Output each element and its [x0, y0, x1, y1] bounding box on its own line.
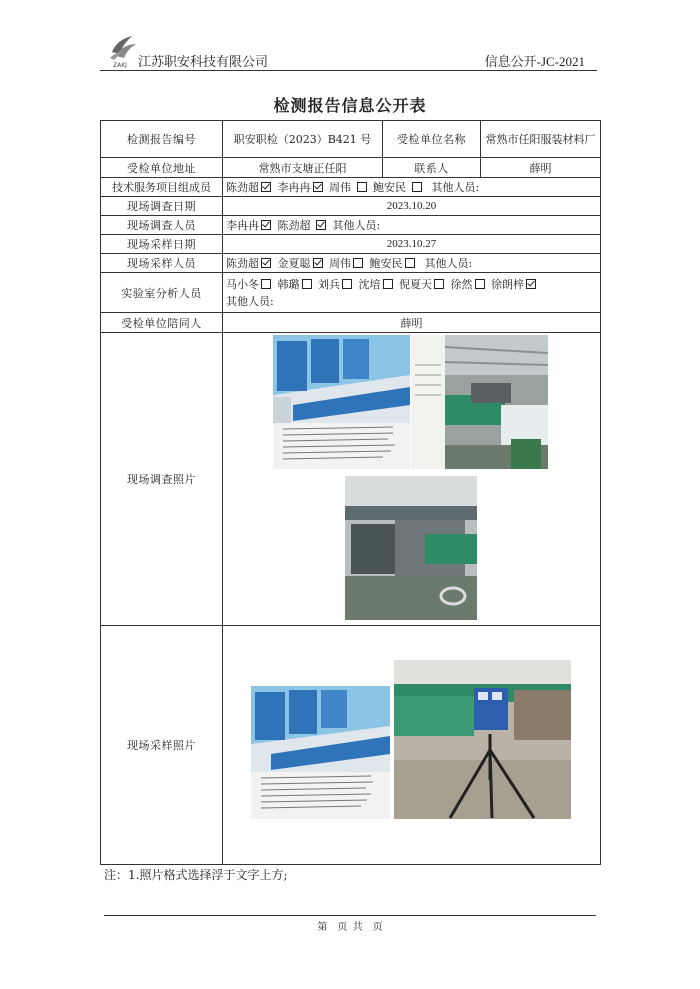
- lab-option[interactable]: 马小冬: [226, 278, 274, 291]
- checkbox-icon: [357, 182, 367, 192]
- sampling-staff-option[interactable]: 金夏聪: [278, 257, 326, 270]
- logo-text: ZAKJ: [113, 62, 127, 68]
- contact-label: 联系人: [383, 158, 481, 178]
- lab-option[interactable]: 刘兵: [318, 278, 355, 291]
- sampling-staff-options: [223, 254, 601, 273]
- row-team: [101, 178, 601, 197]
- escort-label: 受检单位陪同人: [101, 313, 223, 333]
- checkbox-checked-icon: [313, 182, 323, 192]
- lab-option[interactable]: 倪夏天: [399, 278, 447, 291]
- checkbox-icon: [405, 258, 415, 268]
- checkbox-icon: [302, 279, 312, 289]
- team-label: 技术服务项目组成员: [101, 178, 223, 197]
- survey-photo-label: 现场调查照片: [101, 333, 223, 626]
- survey-staff-other: 其他人员:: [332, 219, 381, 232]
- team-option[interactable]: 陈劲超: [226, 181, 274, 194]
- lab-option[interactable]: 徐朗梓: [491, 278, 539, 291]
- checkbox-checked-icon: [313, 258, 323, 268]
- checkbox-icon: [475, 279, 485, 289]
- lab-option[interactable]: 韩璐: [278, 278, 315, 291]
- page-title: 检测报告信息公开表: [273, 96, 427, 115]
- lab-option[interactable]: 徐然: [451, 278, 488, 291]
- report-no-label: 检测报告编号: [101, 121, 223, 158]
- contact-value: 薛明: [481, 158, 601, 178]
- page-number: 第 页 共 页: [317, 922, 383, 933]
- sampling-photo-sampler: [394, 660, 571, 819]
- team-options: [223, 178, 601, 197]
- lab-label: 实验室分析人员: [101, 273, 223, 313]
- checkbox-checked-icon: [526, 279, 536, 289]
- checkbox-checked-icon: [261, 182, 271, 192]
- survey-date-label: 现场调查日期: [101, 197, 223, 216]
- checkbox-icon: [412, 182, 422, 192]
- address-value: 常熟市支塘正任阳: [223, 158, 383, 178]
- team-other: 其他人员:: [431, 181, 480, 194]
- company-logo: [106, 30, 140, 68]
- report-no-value: 职安职检（2023）B421 号: [223, 121, 383, 158]
- footnote: 注：1.照片格式选择浮于文字上方;: [104, 868, 288, 882]
- row-survey-date: [101, 197, 601, 216]
- sampling-date-label: 现场采样日期: [101, 235, 223, 254]
- sampling-photo-label: 现场采样照片: [101, 626, 223, 865]
- survey-photo-workshop: [411, 335, 548, 469]
- footer-divider: [104, 915, 596, 916]
- checkbox-icon: [383, 279, 393, 289]
- checkbox-checked-icon: [261, 258, 271, 268]
- row-sampling-staff: [101, 254, 601, 273]
- lab-options: [223, 273, 601, 313]
- survey-staff-options: [223, 216, 601, 235]
- checkbox-icon: [434, 279, 444, 289]
- unit-name-value: 常熟市任阳服装材料厂: [481, 121, 601, 158]
- survey-staff-label: 现场调查人员: [101, 216, 223, 235]
- sampling-staff-label: 现场采样人员: [101, 254, 223, 273]
- unit-name-label: 受检单位名称: [383, 121, 481, 158]
- address-label: 受检单位地址: [101, 158, 223, 178]
- checkbox-checked-icon: [316, 220, 326, 230]
- row-escort: [101, 313, 601, 333]
- document-code: 信息公开-JC-2021: [484, 54, 585, 69]
- survey-photo-machine: [345, 476, 477, 620]
- row-survey-staff: [101, 216, 601, 235]
- company-name: 江苏职安科技有限公司: [138, 55, 269, 70]
- lab-other: 其他人员:: [226, 294, 274, 308]
- row-sampling-date: [101, 235, 601, 254]
- team-option[interactable]: 鲍安民: [373, 181, 425, 194]
- checkbox-icon: [261, 279, 271, 289]
- survey-date-value: 2023.10.20: [223, 197, 601, 216]
- survey-staff-option[interactable]: 李冉冉: [226, 219, 274, 232]
- lab-option[interactable]: 沈培: [359, 278, 396, 291]
- sampling-staff-other: 其他人员:: [424, 257, 473, 270]
- row-lab: [101, 273, 601, 313]
- sampling-staff-option[interactable]: 鲍安民: [370, 257, 418, 270]
- survey-photo-notice-board: [273, 335, 410, 469]
- survey-staff-option[interactable]: 陈劲超: [278, 219, 330, 232]
- team-option[interactable]: 周伟: [329, 181, 370, 194]
- sampling-photo-notice-board: [251, 686, 390, 819]
- sampling-date-value: 2023.10.27: [223, 235, 601, 254]
- page-header: [100, 30, 597, 71]
- row-address: [101, 158, 601, 178]
- sampling-staff-option[interactable]: 陈劲超: [226, 257, 274, 270]
- escort-value: 薛明: [223, 313, 601, 333]
- team-option[interactable]: 李冉冉: [278, 181, 326, 194]
- checkbox-icon: [353, 258, 363, 268]
- checkbox-icon: [342, 279, 352, 289]
- sampling-staff-option[interactable]: 周伟: [329, 257, 366, 270]
- checkbox-checked-icon: [261, 220, 271, 230]
- row-report-no: [101, 121, 601, 158]
